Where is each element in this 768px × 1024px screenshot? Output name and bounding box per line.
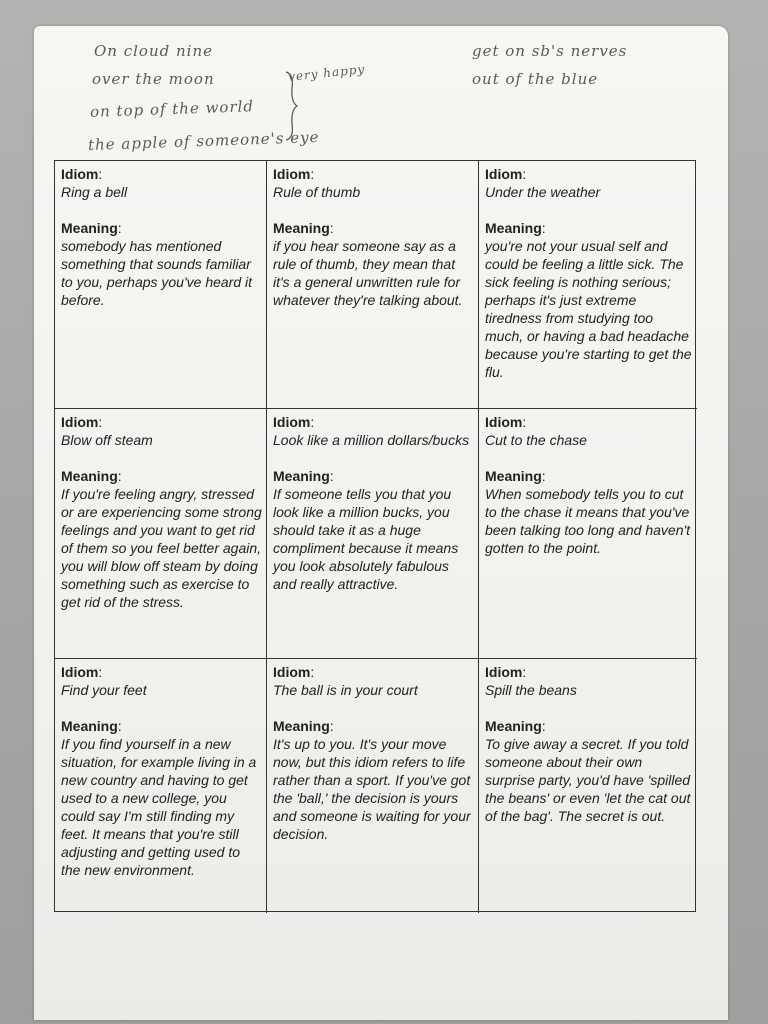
meaning-text: When somebody tells you to cut to the chase it means that you've been talking too long and haven't gotten to the point. bbox=[485, 486, 691, 556]
idiom-card bbox=[267, 161, 479, 409]
meaning-text: If you're feeling angry, stressed or are experiencing some strong feelings and you want to get rid of them so you feel better again, you will blow off steam by doing something such as exercise to get rid of the stress. bbox=[61, 486, 262, 610]
note-brace-label: very happy bbox=[287, 62, 366, 84]
meaning-text: To give away a secret. If you told someone about their own surprise party, you'd have 'spilled the beans' or even 'let the cat out of the bag'. The secret is out. bbox=[485, 736, 691, 824]
idiom-label: Idiom bbox=[61, 166, 99, 182]
meaning-label-colon: : bbox=[329, 468, 334, 484]
note-left-1: On cloud nine bbox=[94, 42, 213, 60]
meaning-label-colon: : bbox=[541, 468, 546, 484]
idiom-label-colon: : bbox=[310, 664, 315, 680]
meaning-text: It's up to you. It's your move now, but this idiom refers to life rather than a sport. If you've got the 'ball,' the decision is yours and someone is waiting for your decision. bbox=[273, 736, 471, 842]
meaning-label: Meaning bbox=[273, 718, 330, 734]
idiom-card bbox=[479, 409, 697, 659]
meaning-label-colon: : bbox=[541, 718, 546, 734]
idiom-card bbox=[479, 659, 697, 913]
meaning-label: Meaning bbox=[61, 468, 118, 484]
meaning-label-colon: : bbox=[117, 718, 122, 734]
note-left-3: on top of the world bbox=[89, 97, 255, 121]
idiom-text: The ball is in your court bbox=[273, 682, 418, 698]
idiom-label-colon: : bbox=[310, 414, 315, 430]
meaning-text: If you find yourself in a new situation, for example living in a new country and having to get used to a new college, you could say I'm still finding my feet. It means that you're still adjusting and getting used to the new environment. bbox=[61, 736, 257, 878]
note-right-2: out of the blue bbox=[472, 70, 599, 88]
idiom-label: Idiom bbox=[485, 414, 523, 430]
idiom-label-colon: : bbox=[98, 166, 103, 182]
idiom-card bbox=[55, 161, 267, 409]
meaning-text: If someone tells you that you look like a million bucks, you should take it as a huge compliment because it means you look absolutely fabulous and really attractive. bbox=[273, 486, 459, 592]
meaning-label: Meaning bbox=[61, 220, 118, 236]
note-right-1: get on sb's nerves bbox=[472, 42, 628, 60]
idiom-card bbox=[267, 409, 479, 659]
idiom-label-colon: : bbox=[98, 414, 103, 430]
meaning-label: Meaning bbox=[273, 468, 330, 484]
meaning-label: Meaning bbox=[485, 718, 542, 734]
idiom-label: Idiom bbox=[485, 664, 523, 680]
idiom-text: Blow off steam bbox=[61, 432, 153, 448]
meaning-label: Meaning bbox=[485, 220, 542, 236]
note-left-4: the apple of someone's eye bbox=[87, 127, 320, 155]
idiom-card bbox=[55, 409, 267, 659]
idiom-label: Idiom bbox=[273, 664, 311, 680]
idiom-text: Spill the beans bbox=[485, 682, 577, 698]
meaning-label-colon: : bbox=[329, 718, 334, 734]
idiom-text: Ring a bell bbox=[61, 184, 128, 200]
meaning-label: Meaning bbox=[273, 220, 330, 236]
note-left-2: over the moon bbox=[92, 70, 215, 88]
meaning-label: Meaning bbox=[61, 718, 118, 734]
idiom-label-colon: : bbox=[522, 166, 527, 182]
meaning-text: if you hear someone say as a rule of thumb, they mean that it's a general unwritten rule for whatever they're talking about. bbox=[273, 238, 463, 308]
idiom-table bbox=[54, 160, 696, 912]
idiom-card bbox=[267, 659, 479, 913]
meaning-label-colon: : bbox=[329, 220, 334, 236]
idiom-label-colon: : bbox=[98, 664, 103, 680]
idiom-text: Find your feet bbox=[61, 682, 147, 698]
idiom-label-colon: : bbox=[310, 166, 315, 182]
idiom-label: Idiom bbox=[61, 414, 99, 430]
idiom-card bbox=[479, 161, 697, 409]
idiom-label: Idiom bbox=[485, 166, 523, 182]
idiom-text: Cut to the chase bbox=[485, 432, 587, 448]
idiom-label: Idiom bbox=[273, 166, 311, 182]
idiom-label-colon: : bbox=[522, 664, 527, 680]
meaning-label-colon: : bbox=[541, 220, 546, 236]
idiom-label: Idiom bbox=[273, 414, 311, 430]
meaning-label-colon: : bbox=[117, 220, 122, 236]
meaning-text: somebody has mentioned something that sounds familiar to you, perhaps you've heard it before. bbox=[61, 238, 253, 308]
idiom-label: Idiom bbox=[61, 664, 99, 680]
meaning-label-colon: : bbox=[117, 468, 122, 484]
idiom-text: Rule of thumb bbox=[273, 184, 361, 200]
meaning-label: Meaning bbox=[485, 468, 542, 484]
meaning-text: you're not your usual self and could be feeling a little sick. The sick feeling is nothing serious; perhaps it's just extreme tiredness from studying too much, or having a bad headache because you're starting to get the flu. bbox=[485, 238, 692, 380]
idiom-text: Look like a million dollars/bucks bbox=[273, 432, 470, 448]
idiom-card bbox=[55, 659, 267, 913]
idiom-label-colon: : bbox=[522, 414, 527, 430]
idiom-text: Under the weather bbox=[485, 184, 601, 200]
